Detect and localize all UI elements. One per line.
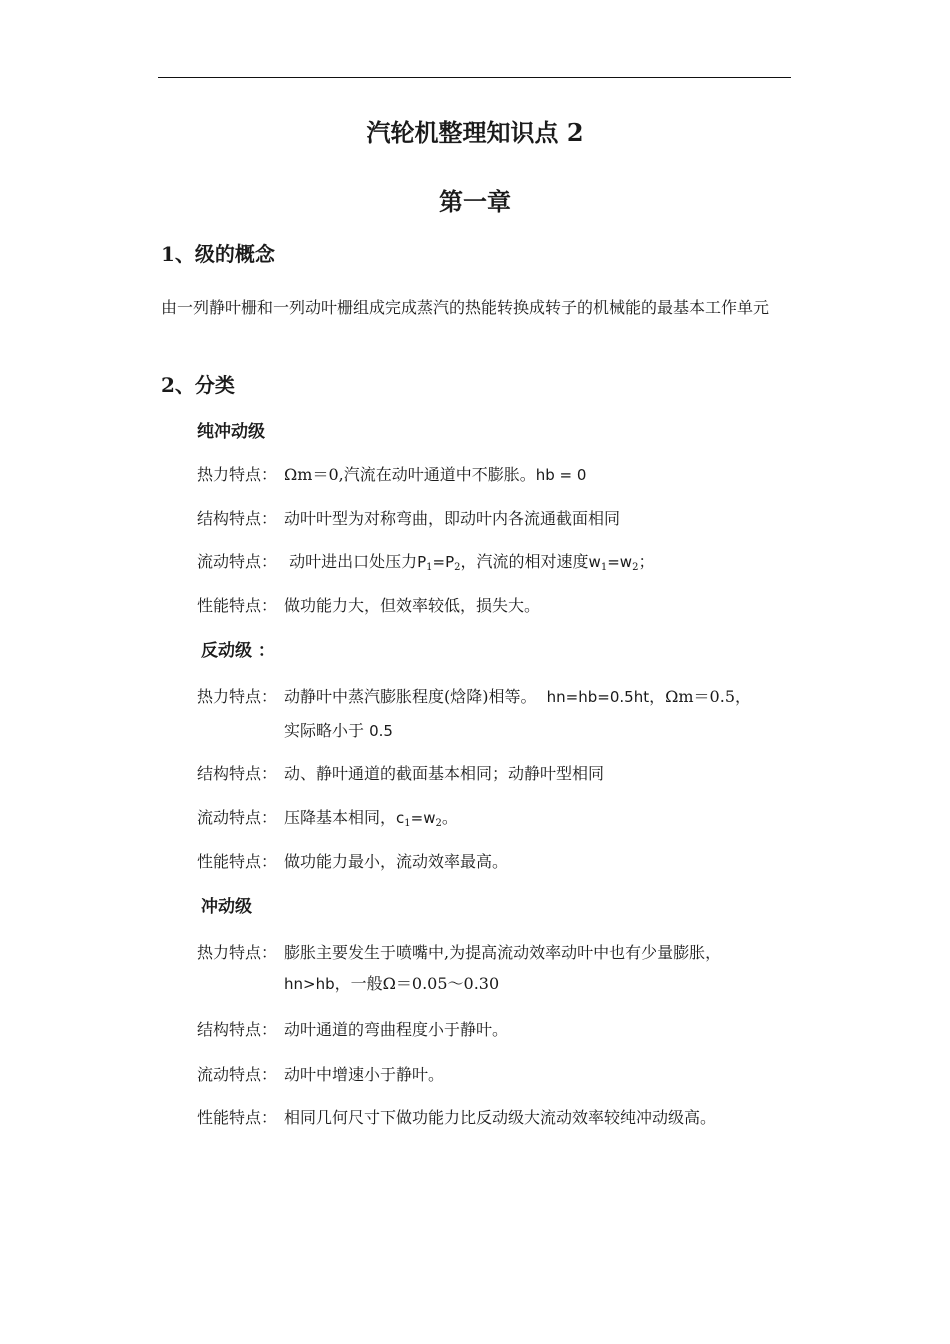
section-1-heading: 1、级的概念 — [161, 242, 275, 266]
reaction-stage-heading: 反动级 ： — [201, 641, 275, 661]
pure-thermal-row — [197, 459, 586, 491]
reaction-flow-b: 。 — [441, 808, 458, 827]
pure-flow-label: 流动特点： — [197, 552, 278, 571]
impulse-struct-text: 动叶通道的弯曲程度小于静叶。 — [284, 1020, 509, 1039]
reaction-flow-row — [197, 802, 458, 834]
reaction-thermal-label: 热力特点： — [197, 687, 278, 706]
w2-subscript: 2 — [632, 562, 639, 573]
equals-sign-3: = — [410, 809, 424, 827]
reaction-thermal-b: hn=hb=0.5ht — [546, 688, 650, 706]
reaction-flow-label: 流动特点： — [197, 808, 278, 827]
p2-symbol: P — [445, 553, 455, 571]
section-1-body: 由一列静叶栅和一列动叶栅组成完成蒸汽的热能转换成转子的机械能的最基本工作单元 — [161, 298, 770, 317]
w1-subscript: 1 — [600, 562, 608, 573]
pure-struct-label: 结构特点： — [197, 509, 278, 528]
pure-perf-label: 性能特点： — [197, 596, 278, 615]
impulse-perf-label: 性能特点： — [197, 1108, 278, 1127]
pure-flow-c: ； — [638, 552, 655, 571]
c1-subscript: 1 — [404, 818, 411, 829]
pure-thermal-c: hb = 0 — [535, 466, 587, 484]
pure-flow-b: ，汽流的相对速度 — [460, 552, 589, 571]
impulse-struct-row — [197, 1014, 508, 1046]
header-rule — [158, 77, 791, 78]
p1-symbol: P — [417, 553, 427, 571]
pure-struct-text: 动叶叶型为对称弯曲，即动叶内各流通截面相同 — [284, 509, 621, 528]
reaction-flow-a: 压降基本相同， — [284, 808, 397, 827]
impulse-struct-label: 结构特点： — [197, 1020, 278, 1039]
pure-thermal-a: Ωm＝0 — [284, 465, 339, 484]
p1-subscript: 1 — [426, 562, 433, 573]
equals-sign-1: = — [432, 553, 446, 571]
reaction-perf-row — [197, 846, 508, 878]
pure-flow-row — [197, 546, 654, 578]
impulse-thermal-a: 膨胀主要发生于喷嘴中,为提高流动效率动叶中也有少量膨胀， — [284, 943, 722, 962]
impulse-thermal-row — [197, 937, 721, 969]
p2-subscript: 2 — [454, 562, 461, 573]
reaction-perf-text: 做功能力最小，流动效率最高。 — [284, 852, 509, 871]
w2-symbol: w — [619, 553, 633, 571]
pure-thermal-label: 热力特点： — [197, 465, 278, 484]
impulse-stage-heading: 冲动级 — [201, 897, 252, 917]
impulse-thermal-b: hn>hb — [284, 975, 335, 993]
impulse-flow-text: 动叶中增速小于静叶。 — [284, 1065, 445, 1084]
chapter-heading: 第一章 — [439, 187, 511, 216]
reaction-thermal-row — [197, 681, 751, 713]
reaction-thermal-c: ， — [649, 687, 666, 706]
impulse-perf-row — [197, 1102, 716, 1134]
reaction-perf-label: 性能特点： — [197, 852, 278, 871]
impulse-flow-row — [197, 1059, 444, 1091]
reaction-w2-subscript: 2 — [435, 818, 442, 829]
reaction-thermal-cont — [284, 715, 393, 747]
impulse-thermal-d: Ω＝0.05～0.30 — [382, 974, 500, 993]
pure-perf-row — [197, 590, 540, 622]
pure-impulse-stage-heading: 纯冲动级 — [197, 422, 265, 442]
equals-sign-2: = — [607, 553, 620, 571]
reaction-struct-row — [197, 758, 604, 790]
reaction-thermal-d: Ωm＝0.5 — [665, 687, 735, 706]
pure-flow-a: 动叶进出口处压力 — [289, 552, 418, 571]
impulse-thermal-cont — [284, 968, 499, 1000]
reaction-thermal-g: 0.5 — [369, 722, 393, 740]
pure-struct-row — [197, 503, 620, 535]
reaction-struct-label: 结构特点： — [197, 764, 278, 783]
reaction-thermal-a: 动静叶中蒸汽膨胀程度(焓降)相等。 — [284, 687, 537, 706]
reaction-struct-text: 动、静叶通道的截面基本相同；动静叶型相同 — [284, 764, 605, 783]
reaction-w2-symbol: w — [423, 809, 436, 827]
section-2-heading: 2、分类 — [161, 373, 235, 397]
impulse-thermal-c: ，一般 — [334, 974, 383, 993]
reaction-thermal-e: ， — [735, 687, 752, 706]
c1-symbol: c — [396, 809, 405, 827]
impulse-flow-label: 流动特点： — [197, 1065, 278, 1084]
pure-perf-text: 做功能力大，但效率较低，损失大。 — [284, 596, 541, 615]
w1-symbol: w — [588, 553, 601, 571]
impulse-perf-text: 相同几何尺寸下做功能力比反动级大流动效率较纯冲动级高。 — [284, 1108, 717, 1127]
document-title: 汽轮机整理知识点 2 — [366, 118, 584, 147]
pure-thermal-b: ,汽流在动叶通道中不膨胀。 — [338, 465, 536, 484]
reaction-thermal-f: 实际略小于 — [284, 721, 365, 740]
impulse-thermal-label: 热力特点： — [197, 943, 278, 962]
